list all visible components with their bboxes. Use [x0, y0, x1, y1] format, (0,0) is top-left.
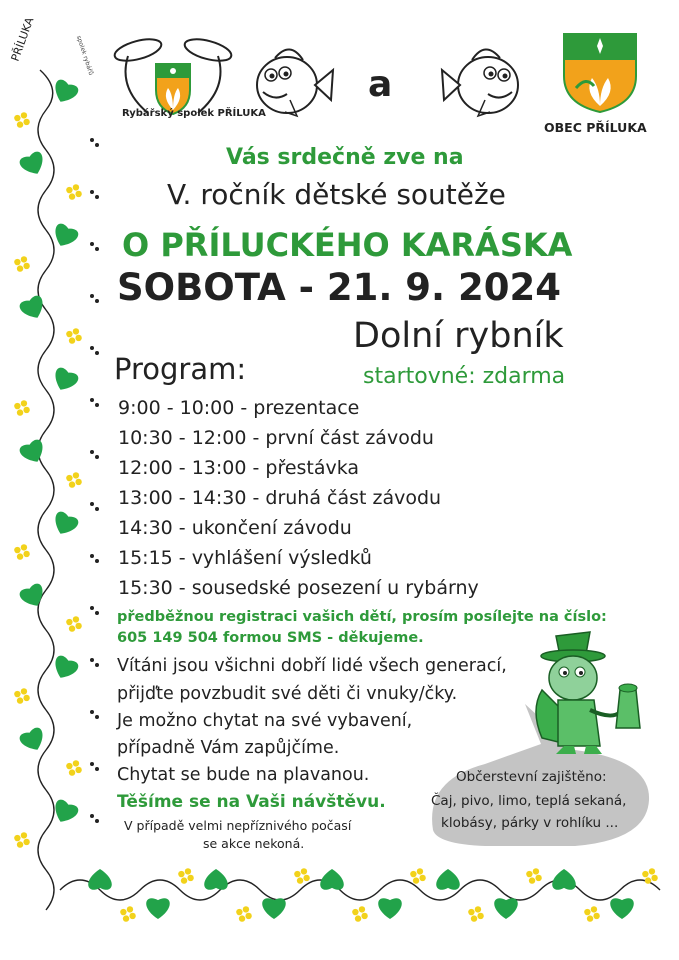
flower-ornament	[129, 913, 135, 919]
info-line: Chytat se bude na plavanou.	[117, 765, 370, 785]
flower-ornament	[14, 115, 20, 121]
club-circle-text: spolek rybářů	[74, 34, 95, 77]
flower-ornament	[75, 335, 81, 341]
dot-ornament	[90, 814, 94, 818]
flower-ornament	[236, 909, 242, 915]
fish-cartoon-left	[245, 40, 335, 130]
flower-ornament	[475, 906, 481, 912]
flower-ornament	[471, 915, 477, 921]
dot-ornament	[90, 398, 94, 402]
info-line: případně Vám zapůjčíme.	[117, 738, 340, 758]
dot-ornament	[95, 143, 99, 147]
dot-ornament	[90, 450, 94, 454]
club-logo	[74, 28, 266, 128]
program-item: 15:30 - sousedské posezení u rybárny	[118, 577, 479, 599]
dot-ornament	[95, 455, 99, 459]
program-item: 13:00 - 14:30 - druhá část závodu	[118, 487, 442, 509]
event-location: Dolní rybník	[353, 316, 564, 356]
leaf-ornament	[18, 438, 48, 467]
leaf-ornament	[50, 78, 80, 107]
leaf-ornament	[378, 898, 402, 919]
flower-ornament	[23, 407, 29, 413]
flower-ornament	[245, 913, 251, 919]
flower-ornament	[75, 767, 81, 773]
flower-ornament	[66, 619, 72, 625]
flower-ornament	[73, 616, 79, 622]
flower-ornament	[419, 875, 425, 881]
dot-ornament	[95, 299, 99, 303]
flower-ornament	[66, 763, 72, 769]
flower-ornament	[591, 906, 597, 912]
vine-stem-bottom	[60, 880, 660, 900]
goblin-illustration	[528, 630, 658, 755]
dot-ornament	[90, 190, 94, 194]
flower-ornament	[17, 553, 23, 559]
club-name: Rybářský spolek PŘÍLUKA	[122, 108, 266, 119]
dot-ornament	[90, 294, 94, 298]
leaf-ornament	[50, 222, 80, 251]
flower-ornament	[69, 337, 75, 343]
flower-ornament	[21, 832, 27, 838]
flower-ornament	[23, 839, 29, 845]
event-date: SOBOTA - 21. 9. 2024	[117, 266, 561, 309]
municipality-coat-of-arms	[550, 30, 650, 114]
dot-ornament	[90, 346, 94, 350]
info-line: Vítáni jsou všichni dobří lidé všech generací,	[117, 656, 507, 676]
flower-ornament	[17, 841, 23, 847]
leaf-ornament	[50, 366, 80, 395]
registration-sms-line	[117, 630, 424, 646]
flower-ornament	[301, 868, 307, 874]
leaf-ornament	[262, 898, 286, 919]
municipality-name: OBEC PŘÍLUKA	[544, 120, 647, 135]
vine-stem-left	[38, 70, 54, 910]
flower-ornament	[66, 331, 72, 337]
flower-ornament	[75, 479, 81, 485]
flower-ornament	[651, 875, 657, 881]
flower-ornament	[69, 481, 75, 487]
program-heading: Program:	[114, 352, 247, 386]
flower-ornament	[14, 403, 20, 409]
dot-ornament	[95, 247, 99, 251]
flower-ornament	[535, 875, 541, 881]
dot-ornament	[95, 819, 99, 823]
flower-ornament	[239, 915, 245, 921]
flower-ornament	[243, 906, 249, 912]
flower-ornament	[21, 544, 27, 550]
dot-ornament	[95, 663, 99, 667]
refreshment-line: klobásy, párky v rohlíku ...	[441, 815, 619, 831]
flower-ornament	[17, 265, 23, 271]
dot-ornament	[95, 559, 99, 563]
dot-ornament	[90, 138, 94, 142]
flower-ornament	[66, 475, 72, 481]
flower-ornament	[23, 119, 29, 125]
flower-ornament	[21, 688, 27, 694]
refreshment-line: Čaj, pivo, limo, teplá sekaná,	[431, 793, 627, 809]
flower-ornament	[14, 691, 20, 697]
program-item: 9:00 - 10:00 - prezentace	[118, 397, 360, 419]
flower-ornament	[187, 875, 193, 881]
flower-ornament	[352, 909, 358, 915]
leaf-ornament	[18, 294, 48, 323]
flower-ornament	[593, 913, 599, 919]
connector-a: a	[368, 64, 393, 105]
flower-ornament	[185, 868, 191, 874]
greeting: Těšíme se na Vaši návštěvu.	[117, 792, 386, 812]
flower-ornament	[359, 906, 365, 912]
dot-ornament	[95, 403, 99, 407]
dot-ornament	[95, 611, 99, 615]
leaf-ornament	[320, 869, 344, 890]
flower-ornament	[23, 695, 29, 701]
flower-ornament	[361, 913, 367, 919]
dot-ornament	[90, 762, 94, 766]
invite-text: Vás srdečně zve na	[226, 145, 464, 170]
flower-ornament	[533, 868, 539, 874]
flower-ornament	[17, 697, 23, 703]
flower-ornament	[127, 906, 133, 912]
program-item: 12:00 - 13:00 - přestávka	[118, 457, 360, 479]
leaf-ornament	[50, 510, 80, 539]
flower-ornament	[73, 328, 79, 334]
flower-ornament	[529, 877, 535, 883]
flower-ornament	[297, 877, 303, 883]
flower-ornament	[14, 259, 20, 265]
flower-ornament	[649, 868, 655, 874]
dot-ornament	[90, 242, 94, 246]
flower-ornament	[69, 193, 75, 199]
flower-ornament	[21, 256, 27, 262]
refreshment-heading: Občerstevní zajištěno:	[456, 769, 607, 785]
flower-ornament	[181, 877, 187, 883]
flower-ornament	[587, 915, 593, 921]
flower-ornament	[120, 909, 126, 915]
entry-fee: startovné: zdarma	[363, 364, 566, 389]
flower-ornament	[23, 263, 29, 269]
flower-ornament	[123, 915, 129, 921]
flower-ornament	[73, 472, 79, 478]
leaf-ornament	[50, 798, 80, 827]
municipality-logo	[544, 30, 650, 140]
flower-ornament	[21, 112, 27, 118]
flower-ornament	[468, 909, 474, 915]
program-item: 14:30 - ukončení závodu	[118, 517, 352, 539]
leaf-ornament	[494, 898, 518, 919]
flower-ornament	[21, 400, 27, 406]
leaf-ornament	[146, 898, 170, 919]
weather-note-1: V případě velmi nepříznivého počasí	[124, 818, 352, 833]
flower-ornament	[69, 769, 75, 775]
program-item: 10:30 - 12:00 - první část závodu	[118, 427, 434, 449]
flower-ornament	[75, 191, 81, 197]
leaf-ornament	[18, 726, 48, 755]
flower-ornament	[294, 871, 300, 877]
flower-ornament	[69, 625, 75, 631]
phone-number: 605 149 504	[117, 630, 218, 646]
flower-ornament	[178, 871, 184, 877]
leaf-ornament	[18, 150, 48, 179]
flower-ornament	[14, 547, 20, 553]
flower-ornament	[14, 835, 20, 841]
dot-ornament	[95, 507, 99, 511]
fish-cartoon-right	[440, 40, 530, 130]
flower-ornament	[17, 121, 23, 127]
leaf-ornament	[436, 869, 460, 890]
program-item: 15:15 - vyhlášení výsledků	[118, 547, 372, 569]
flower-ornament	[642, 871, 648, 877]
flower-ornament	[23, 551, 29, 557]
event-name: O PŘÍLUCKÉHO KARÁSKA	[122, 226, 573, 264]
dot-ornament	[95, 767, 99, 771]
flower-ornament	[17, 409, 23, 415]
leaf-ornament	[18, 582, 48, 611]
flower-ornament	[66, 187, 72, 193]
registration-line: předběžnou registraci vašich dětí, prosím posílejte na číslo:	[117, 609, 607, 625]
leaf-ornament	[50, 654, 80, 683]
flower-ornament	[303, 875, 309, 881]
flower-ornament	[75, 623, 81, 629]
leaf-ornament	[552, 869, 576, 890]
dot-ornament	[90, 606, 94, 610]
info-line: Je možno chytat na své vybavení,	[117, 711, 413, 731]
dot-ornament	[90, 502, 94, 506]
leaf-ornament	[610, 898, 634, 919]
flower-ornament	[526, 871, 532, 877]
edition-text: V. ročník dětské soutěže	[167, 178, 506, 211]
flower-ornament	[410, 871, 416, 877]
dot-ornament	[95, 715, 99, 719]
flower-ornament	[355, 915, 361, 921]
flower-ornament	[584, 909, 590, 915]
leaf-ornament	[204, 869, 228, 890]
dot-ornament	[95, 351, 99, 355]
info-line: přijďte povzbudit své děti či vnuky/čky.	[117, 684, 458, 704]
corner-ribbon-text: PŘÍLUKA	[8, 15, 37, 64]
flower-ornament	[477, 913, 483, 919]
flower-ornament	[73, 184, 79, 190]
leaf-ornament	[88, 869, 112, 890]
sms-note: formou SMS - děkujeme.	[217, 630, 424, 646]
flower-ornament	[417, 868, 423, 874]
flower-ornament	[413, 877, 419, 883]
weather-note-2: se akce nekoná.	[203, 836, 305, 851]
dot-ornament	[90, 710, 94, 714]
dot-ornament	[90, 554, 94, 558]
flower-ornament	[73, 760, 79, 766]
dot-ornament	[90, 658, 94, 662]
flower-ornament	[645, 877, 651, 883]
dot-ornament	[95, 195, 99, 199]
